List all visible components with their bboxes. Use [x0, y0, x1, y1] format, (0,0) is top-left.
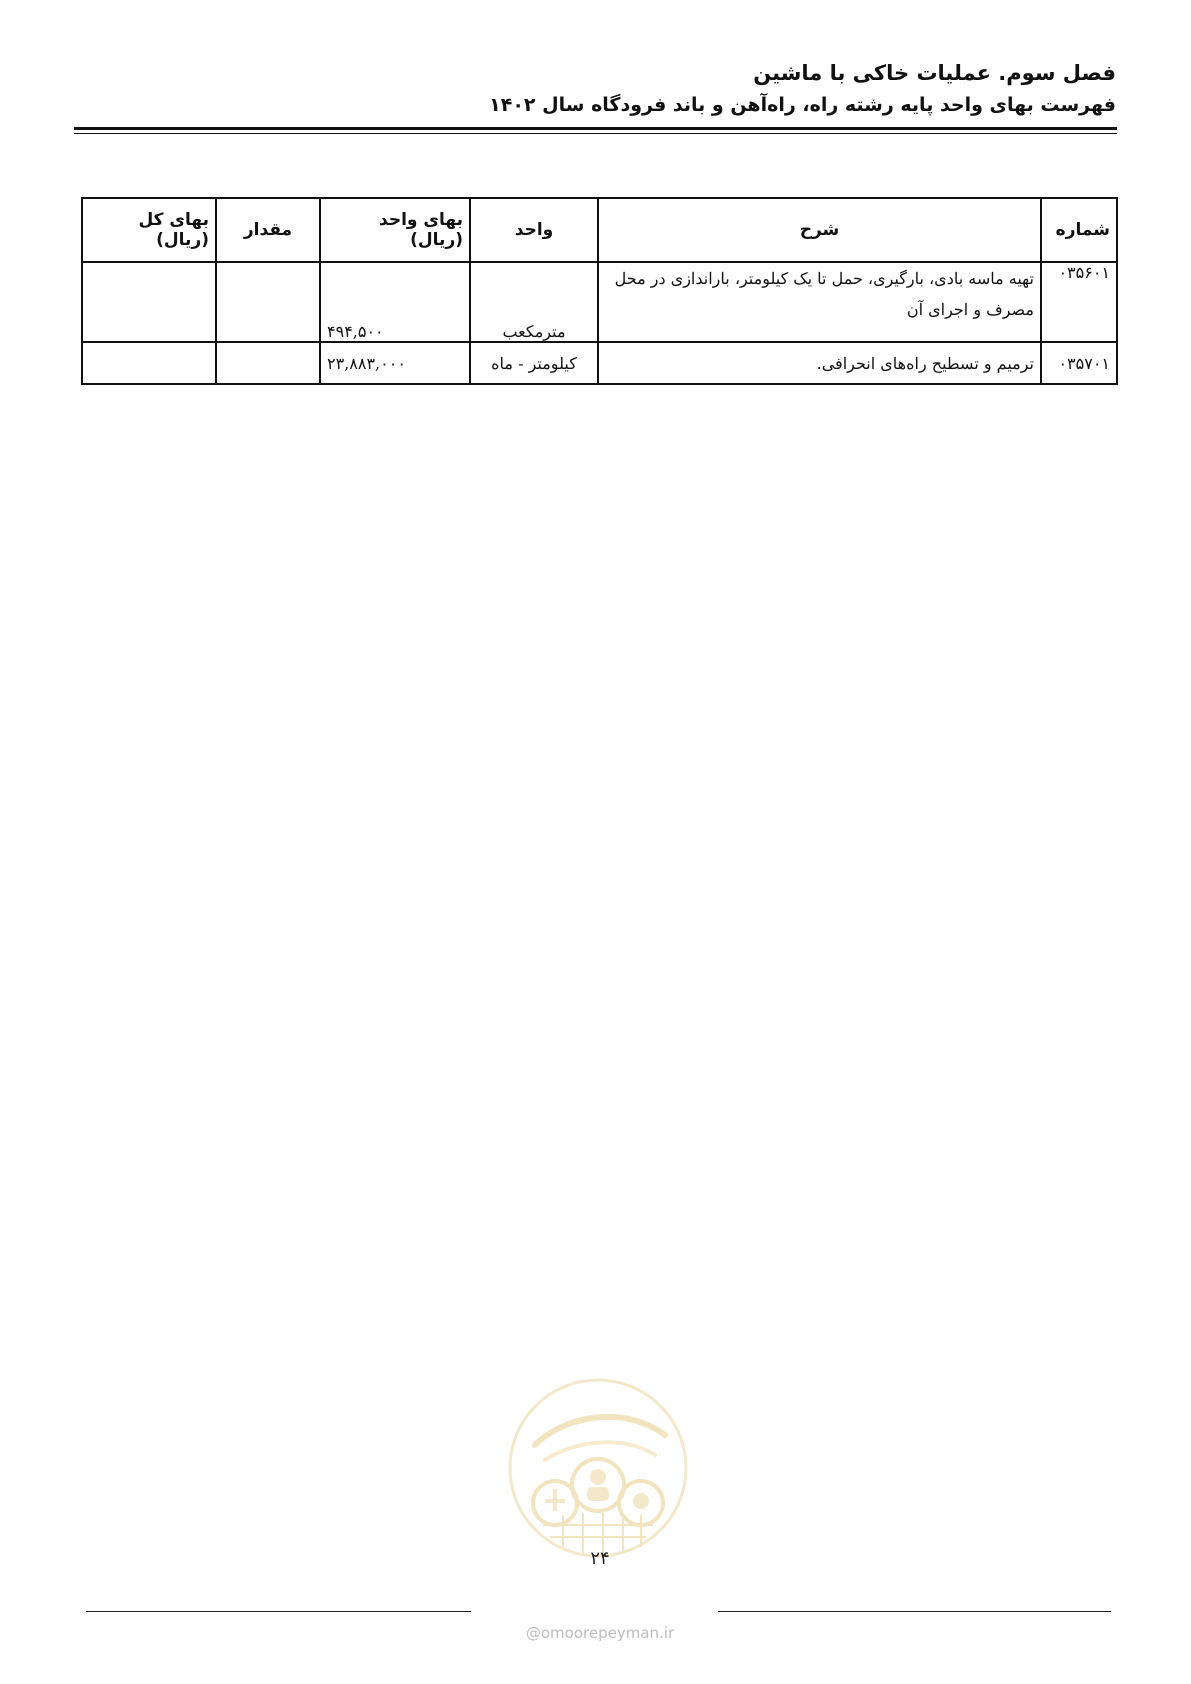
watermark-logo	[505, 1375, 691, 1561]
header-rule-thick	[74, 127, 1117, 130]
price-table	[81, 197, 1118, 385]
header-code: شماره	[1041, 198, 1117, 262]
row-code: ۰۳۵۷۰۱	[1041, 342, 1117, 384]
header-description: شرح	[598, 198, 1041, 262]
chapter-title: فصل سوم. عملیات خاکی با ماشین	[753, 61, 1116, 85]
row-description: تهیه ماسه بادی، بارگیری، حمل تا یک کیلومتر، باراندازی در محل مصرف و اجرای آن	[598, 262, 1041, 342]
row-quantity	[216, 342, 320, 384]
header-quantity: مقدار	[216, 198, 320, 262]
header-total-price: بهای کل (ریال)	[82, 198, 216, 262]
row-code: ۰۳۵۶۰۱	[1041, 262, 1117, 342]
row-unit-price: ۲۳,۸۸۳,۰۰۰	[320, 342, 470, 384]
footer-rule-left	[86, 1611, 471, 1612]
row-description: ترمیم و تسطیح راه‌های انحرافی.	[598, 342, 1041, 384]
price-list-title: فهرست بهای واحد پایه رشته راه، راه‌آهن و باند فرودگاه سال ۱۴۰۲	[489, 94, 1116, 116]
table-row	[82, 342, 1117, 384]
row-unit: کیلومتر - ماه	[470, 342, 598, 384]
header-rule-thin	[74, 133, 1117, 134]
row-quantity	[216, 262, 320, 342]
table-header-row	[82, 198, 1117, 262]
row-total-price	[82, 262, 216, 342]
row-unit: مترمکعب	[470, 262, 598, 342]
header-unit-price: بهای واحد (ریال)	[320, 198, 470, 262]
page-header	[66, 58, 1116, 120]
header-unit: واحد	[470, 198, 598, 262]
footer-rule-right	[718, 1611, 1111, 1612]
row-total-price	[82, 342, 216, 384]
row-unit-price: ۴۹۴,۵۰۰	[320, 262, 470, 342]
table-row	[82, 262, 1117, 342]
page-number: ۲۴	[590, 1548, 610, 1569]
website-watermark: @omoorepeyman.ir	[525, 1624, 675, 1642]
